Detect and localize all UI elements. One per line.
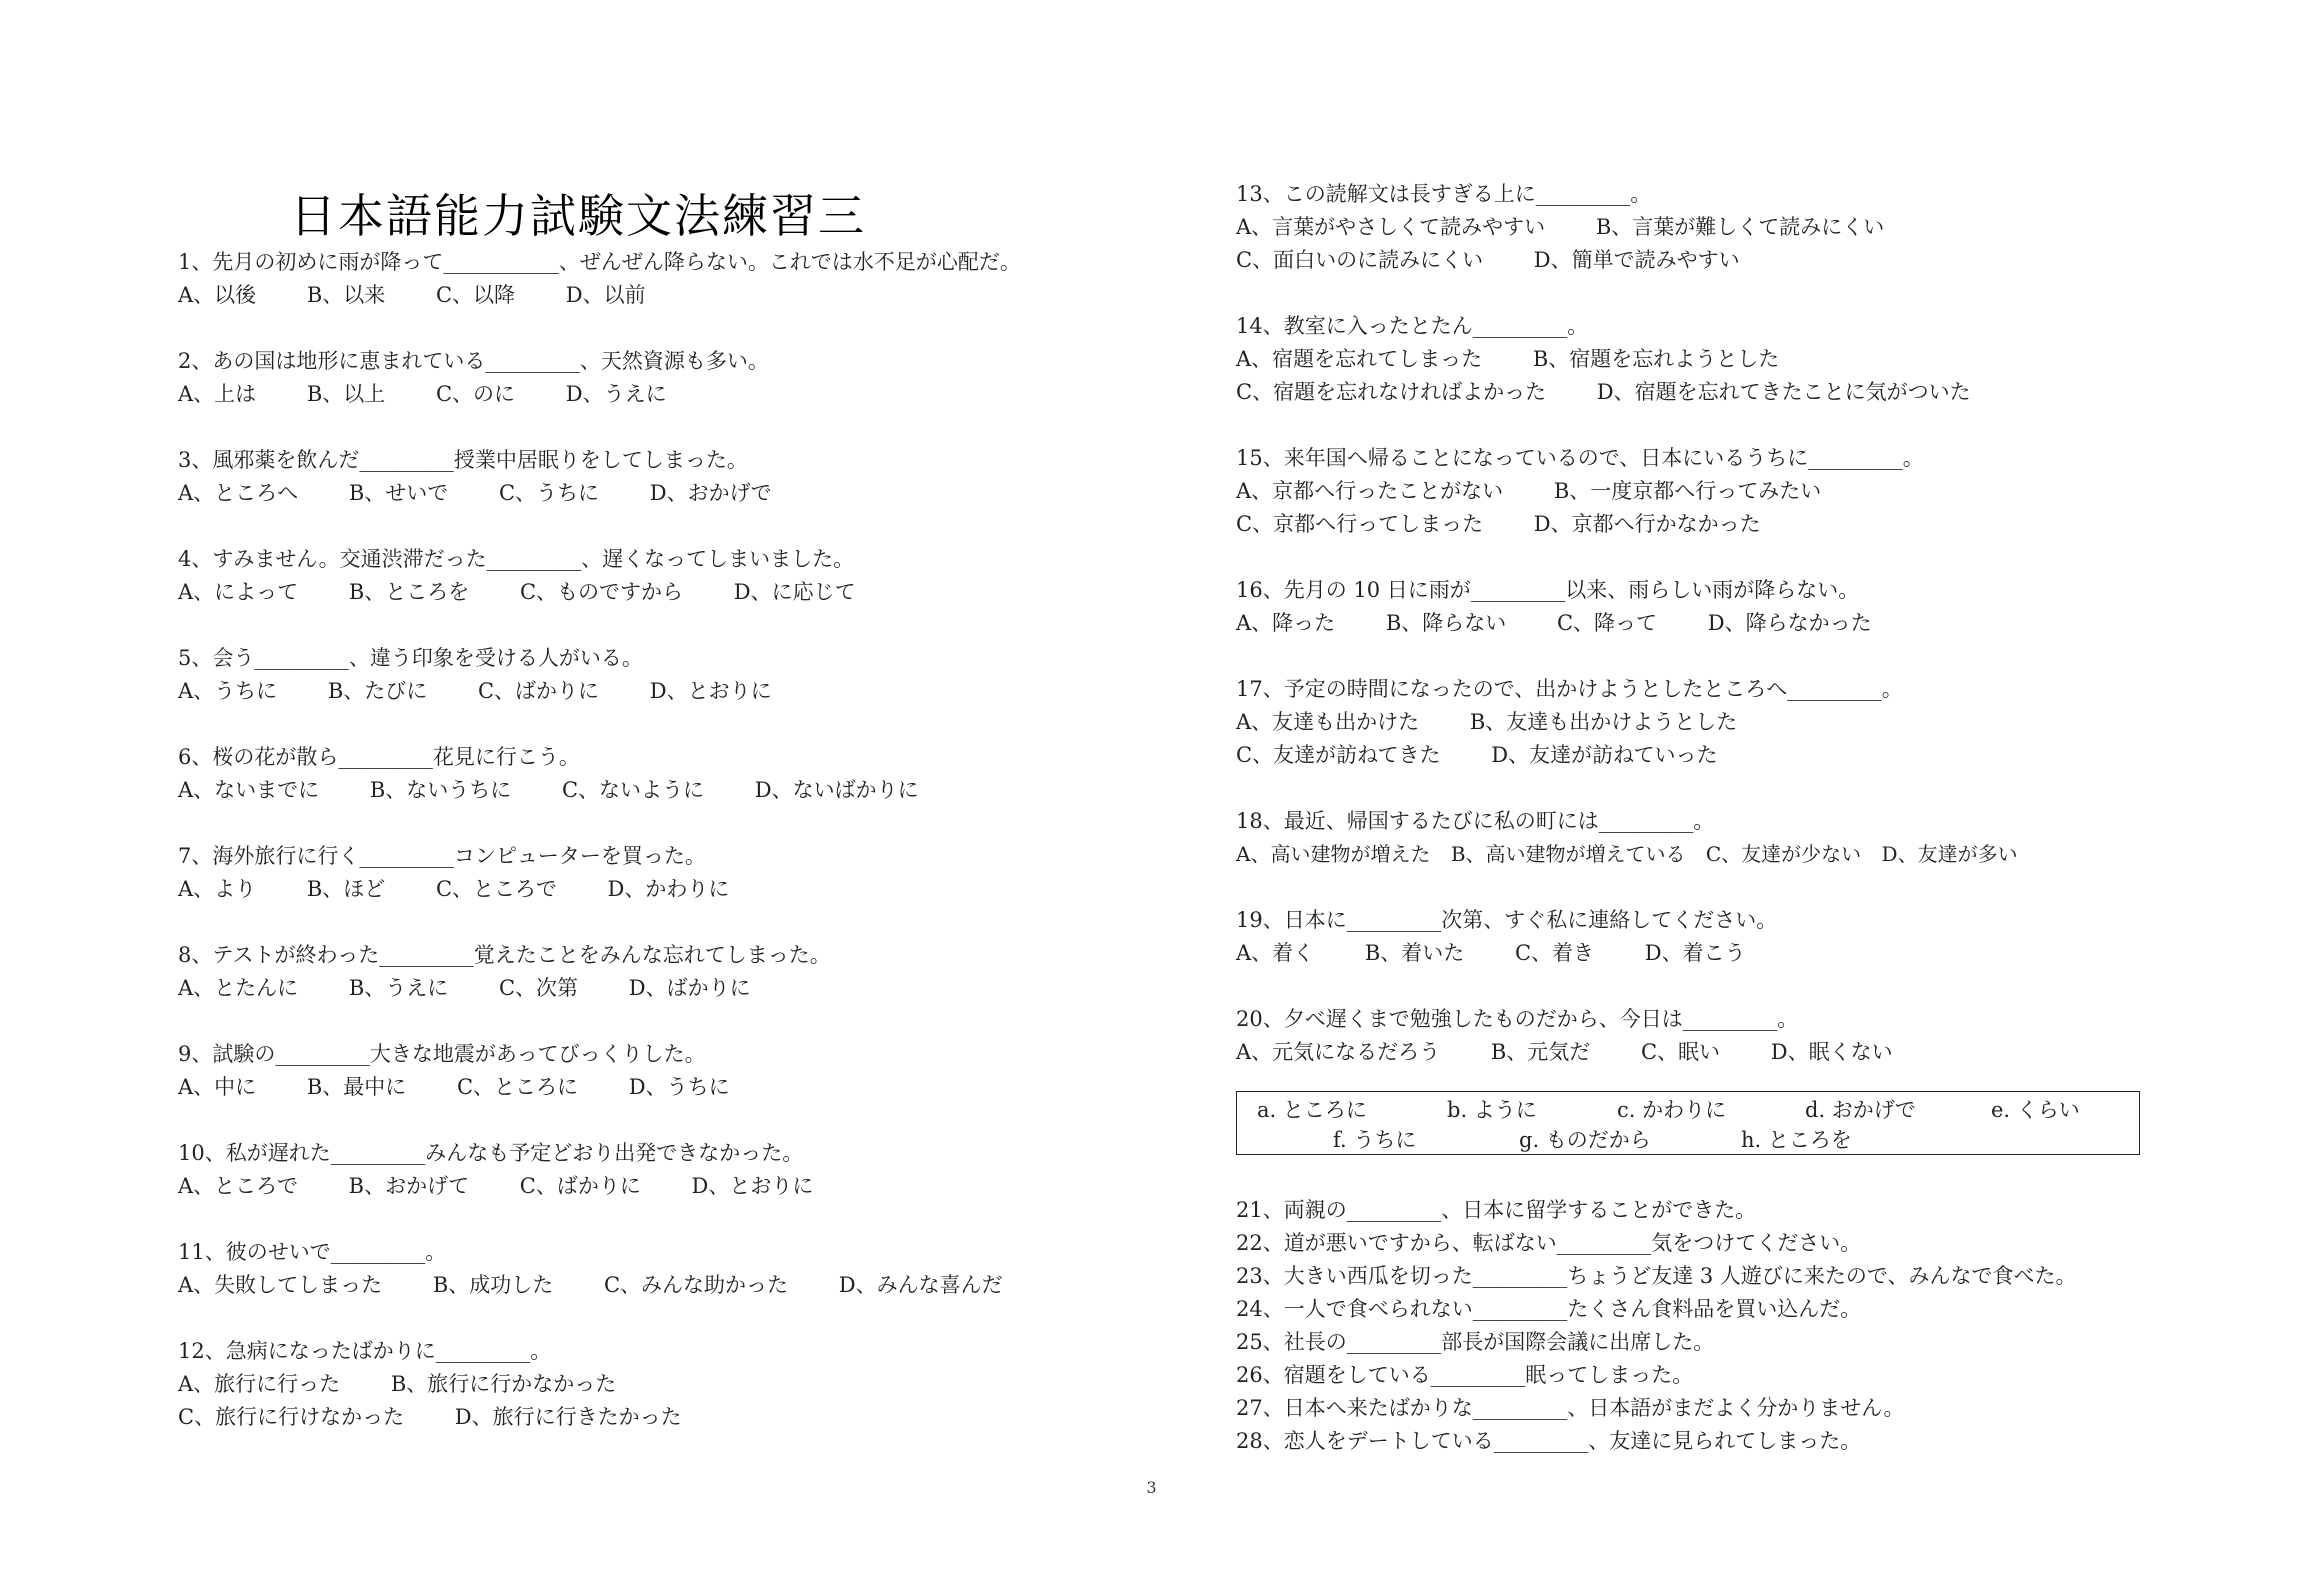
question-options xyxy=(178,675,1178,708)
question-8 xyxy=(178,939,1178,1005)
question-20 xyxy=(1236,1003,2236,1069)
option-a: A、上は xyxy=(178,382,257,406)
option-d: D、眠くない xyxy=(1770,1040,1893,1064)
option-b: B、たびに xyxy=(327,679,428,703)
option-a: A、ところへ xyxy=(178,481,299,505)
option-a: A、とたんに xyxy=(178,976,299,1000)
question-text: 14、教室に入ったとたん_________。 xyxy=(1236,314,1589,338)
question-text: 1、先月の初めに雨が降って___________、ぜんぜん降らない。これでは水不足が心配だ。 xyxy=(178,250,1021,274)
question-2 xyxy=(178,345,1178,411)
question-options xyxy=(1236,607,2236,640)
option-a: A、友達も出かけた xyxy=(1236,710,1420,734)
option-d: D、みんな喜んだ xyxy=(838,1273,1003,1297)
question-text: 20、夕べ遅くまで勉強したものだから、今日は_________。 xyxy=(1236,1007,1799,1031)
option-a: A、によって xyxy=(178,580,299,604)
option-c: C、次第 xyxy=(498,976,579,1000)
question-16 xyxy=(1236,574,2236,640)
option-a: A、言葉がやさしくて読みやすい xyxy=(1236,215,1546,239)
page-title: 日本語能力試験文法練習三 xyxy=(290,189,866,243)
option-c: C、ばかりに xyxy=(477,679,600,703)
option-d: D、友達が訪ねていった xyxy=(1491,743,1718,767)
choice-b: b. ように xyxy=(1447,1098,1537,1122)
option-b: B、言葉が難しくて読みにくい xyxy=(1595,215,1885,239)
option-b: B、せいで xyxy=(348,481,449,505)
question-15 xyxy=(1236,442,2236,541)
question-text: 6、桜の花が散ら_________花見に行こう。 xyxy=(178,745,580,769)
choice-a: a. ところに xyxy=(1257,1098,1367,1122)
choice-h: h. ところを xyxy=(1741,1128,1852,1152)
answer-choice-box xyxy=(1236,1091,2140,1155)
question-6 xyxy=(178,741,1178,807)
option-d: D、友達が多い xyxy=(1881,842,2018,866)
question-options xyxy=(1236,937,2236,970)
question-25: 25、社長の_________部長が国際会議に出席した。 xyxy=(1236,1330,1715,1354)
option-c: C、旅行に行けなかった xyxy=(178,1405,405,1429)
option-c: C、のに xyxy=(435,382,516,406)
question-options-line-1 xyxy=(1236,211,2236,244)
option-d: D、ばかりに xyxy=(628,976,751,1000)
option-d: D、京都へ行かなかった xyxy=(1533,512,1761,536)
question-21: 21、両親の_________、日本に留学することができた。 xyxy=(1236,1198,1757,1222)
option-a: A、旅行に行った xyxy=(178,1372,341,1396)
question-options-line-2 xyxy=(1236,508,2236,541)
option-b: B、着いた xyxy=(1364,941,1465,965)
option-b: B、宿題を忘れようとした xyxy=(1532,347,1780,371)
option-d: D、ないばかりに xyxy=(754,778,919,802)
question-options-line-2 xyxy=(1236,244,2236,277)
option-b: B、ないうちに xyxy=(369,778,512,802)
question-options-line-1 xyxy=(178,1368,1178,1401)
option-a: A、うちに xyxy=(178,679,278,703)
question-text: 18、最近、帰国するたびに私の町には_________。 xyxy=(1236,809,1715,833)
option-a: A、高い建物が増えた xyxy=(1236,842,1431,866)
question-22: 22、道が悪いですから、転ばない_________気をつけてください。 xyxy=(1236,1231,1862,1255)
option-d: D、宿題を忘れてきたことに気がついた xyxy=(1596,380,1971,404)
option-a: A、ないまでに xyxy=(178,778,320,802)
option-a: A、中に xyxy=(178,1075,257,1099)
question-options xyxy=(178,774,1178,807)
question-options xyxy=(178,972,1178,1005)
option-c: C、ものですから xyxy=(519,580,684,604)
question-text: 16、先月の 10 日に雨が_________以来、雨らしい雨が降らない。 xyxy=(1236,578,1860,602)
option-a: A、失敗してしまった xyxy=(178,1273,383,1297)
left-question-list xyxy=(178,246,1178,1467)
question-14 xyxy=(1236,310,2236,409)
question-5 xyxy=(178,642,1178,708)
right-question-list xyxy=(1236,178,2236,1102)
option-b: B、うえに xyxy=(348,976,449,1000)
choice-c: c. かわりに xyxy=(1617,1098,1727,1122)
question-23: 23、大きい西瓜を切った_________ちょうど友達 3 人遊びに来たので、みんなで食べた。 xyxy=(1236,1264,2077,1288)
question-text: 2、あの国は地形に恵まれている_________、天然資源も多い。 xyxy=(178,349,769,373)
option-c: C、友達が少ない xyxy=(1705,842,1862,866)
question-18 xyxy=(1236,805,2236,871)
option-b: B、以上 xyxy=(306,382,386,406)
question-options xyxy=(178,1071,1178,1104)
option-d: D、うちに xyxy=(628,1075,730,1099)
option-d: D、かわりに xyxy=(607,877,730,901)
question-text: 3、風邪薬を飲んだ_________授業中居眠りをしてしまった。 xyxy=(178,448,748,472)
option-d: D、降らなかった xyxy=(1707,611,1872,635)
question-options xyxy=(178,279,1178,312)
question-options xyxy=(1236,838,2236,871)
option-c: C、みんな助かった xyxy=(603,1273,789,1297)
option-b: B、ほど xyxy=(306,877,386,901)
question-text: 17、予定の時間になったので、出かけようとしたところへ_________。 xyxy=(1236,677,1903,701)
option-c: C、以降 xyxy=(435,283,516,307)
question-9 xyxy=(178,1038,1178,1104)
option-d: D、以前 xyxy=(565,283,646,307)
option-c: C、着き xyxy=(1514,941,1595,965)
question-3 xyxy=(178,444,1178,510)
question-text: 7、海外旅行に行く_________コンピューターを買った。 xyxy=(178,844,706,868)
question-options xyxy=(1236,1036,2236,1069)
question-options xyxy=(178,378,1178,411)
choice-f: f. うちに xyxy=(1333,1128,1417,1152)
page-number: 3 xyxy=(1146,1478,1157,1497)
question-19 xyxy=(1236,904,2236,970)
option-a: A、より xyxy=(178,877,257,901)
question-17 xyxy=(1236,673,2236,772)
option-b: B、友達も出かけようとした xyxy=(1469,710,1738,734)
question-options xyxy=(178,873,1178,906)
question-11 xyxy=(178,1236,1178,1302)
question-13 xyxy=(1236,178,2236,277)
option-b: B、一度京都へ行ってみたい xyxy=(1553,479,1822,503)
question-text: 19、日本に_________次第、すぐ私に連絡してください。 xyxy=(1236,908,1778,932)
option-a: A、着く xyxy=(1236,941,1315,965)
option-c: C、ないように xyxy=(561,778,705,802)
option-a: A、宿題を忘れてしまった xyxy=(1236,347,1483,371)
question-text: 4、すみません。交通渋滞だった_________、遅くなってしまいました。 xyxy=(178,547,855,571)
option-b: B、おかげて xyxy=(348,1174,470,1198)
option-a: A、降った xyxy=(1236,611,1336,635)
question-27: 27、日本へ来たばかりな_________、日本語がまだよく分かりません。 xyxy=(1236,1396,1905,1420)
question-options xyxy=(178,1170,1178,1203)
option-c: C、うちに xyxy=(498,481,600,505)
option-c: C、ところで xyxy=(435,877,557,901)
option-a: A、以後 xyxy=(178,283,257,307)
question-text: 9、試験の_________大きな地震があってびっくりした。 xyxy=(178,1042,706,1066)
option-c: C、ところに xyxy=(456,1075,579,1099)
question-12 xyxy=(178,1335,1178,1434)
option-d: D、旅行に行きたかった xyxy=(454,1405,682,1429)
question-options xyxy=(178,1269,1178,1302)
option-c: C、眠い xyxy=(1640,1040,1721,1064)
option-c: C、ばかりに xyxy=(519,1174,641,1198)
question-28: 28、恋人をデートしている_________、友達に見られてしまった。 xyxy=(1236,1429,1862,1453)
option-d: D、とおりに xyxy=(649,679,772,703)
question-options-line-1 xyxy=(1236,475,2236,508)
fill-in-question-list xyxy=(1236,1194,2236,1458)
question-1 xyxy=(178,246,1178,312)
choice-e: e. くらい xyxy=(1991,1098,2080,1122)
option-a: A、京都へ行ったことがない xyxy=(1236,479,1504,503)
option-a: A、ところで xyxy=(178,1174,298,1198)
option-d: D、うえに xyxy=(565,382,667,406)
option-d: D、とおりに xyxy=(691,1174,814,1198)
question-24: 24、一人で食べられない_________たくさん食料品を買い込んだ。 xyxy=(1236,1297,1862,1321)
question-text: 13、この読解文は長すぎる上に_________。 xyxy=(1236,182,1652,206)
option-b: B、以来 xyxy=(306,283,386,307)
question-options-line-2 xyxy=(1236,376,2236,409)
question-options-line-2 xyxy=(178,1401,1178,1434)
option-b: B、高い建物が増えている xyxy=(1450,842,1686,866)
question-text: 8、テストが終わった_________覚えたことをみんな忘れてしまった。 xyxy=(178,943,831,967)
option-d: D、に応じて xyxy=(733,580,856,604)
option-b: B、成功した xyxy=(432,1273,554,1297)
option-b: B、最中に xyxy=(306,1075,407,1099)
option-d: D、簡単で読みやすい xyxy=(1533,248,1740,272)
choice-d: d. おかげで xyxy=(1805,1098,1916,1122)
option-b: B、旅行に行かなかった xyxy=(390,1372,617,1396)
option-c: C、友達が訪ねてきた xyxy=(1236,743,1441,767)
question-options-line-1 xyxy=(1236,343,2236,376)
option-d: D、おかげで xyxy=(649,481,772,505)
question-4 xyxy=(178,543,1178,609)
question-options xyxy=(178,477,1178,510)
option-c: C、面白いのに読みにくい xyxy=(1236,248,1484,272)
question-text: 10、私が遅れた_________みんなも予定どおり出発できなかった。 xyxy=(178,1141,804,1165)
question-text: 15、来年国へ帰ることになっているので、日本にいるうちに_________。 xyxy=(1236,446,1924,470)
question-options-line-1 xyxy=(1236,706,2236,739)
choice-g: g. ものだから xyxy=(1519,1128,1651,1152)
question-text: 11、彼のせいで_________。 xyxy=(178,1240,447,1264)
option-a: A、元気になるだろう xyxy=(1236,1040,1441,1064)
question-7 xyxy=(178,840,1178,906)
option-b: B、ところを xyxy=(348,580,470,604)
option-d: D、着こう xyxy=(1644,941,1746,965)
option-b: B、元気だ xyxy=(1490,1040,1591,1064)
question-options xyxy=(178,576,1178,609)
question-10 xyxy=(178,1137,1178,1203)
option-c: C、降って xyxy=(1556,611,1658,635)
option-c: C、宿題を忘れなければよかった xyxy=(1236,380,1547,404)
question-text: 12、急病になったばかりに_________。 xyxy=(178,1339,552,1363)
question-options-line-2 xyxy=(1236,739,2236,772)
question-text: 5、会う_________、違う印象を受ける人がいる。 xyxy=(178,646,643,670)
option-b: B、降らない xyxy=(1385,611,1507,635)
option-c: C、京都へ行ってしまった xyxy=(1236,512,1484,536)
question-26: 26、宿題をしている_________眠ってしまった。 xyxy=(1236,1363,1694,1387)
